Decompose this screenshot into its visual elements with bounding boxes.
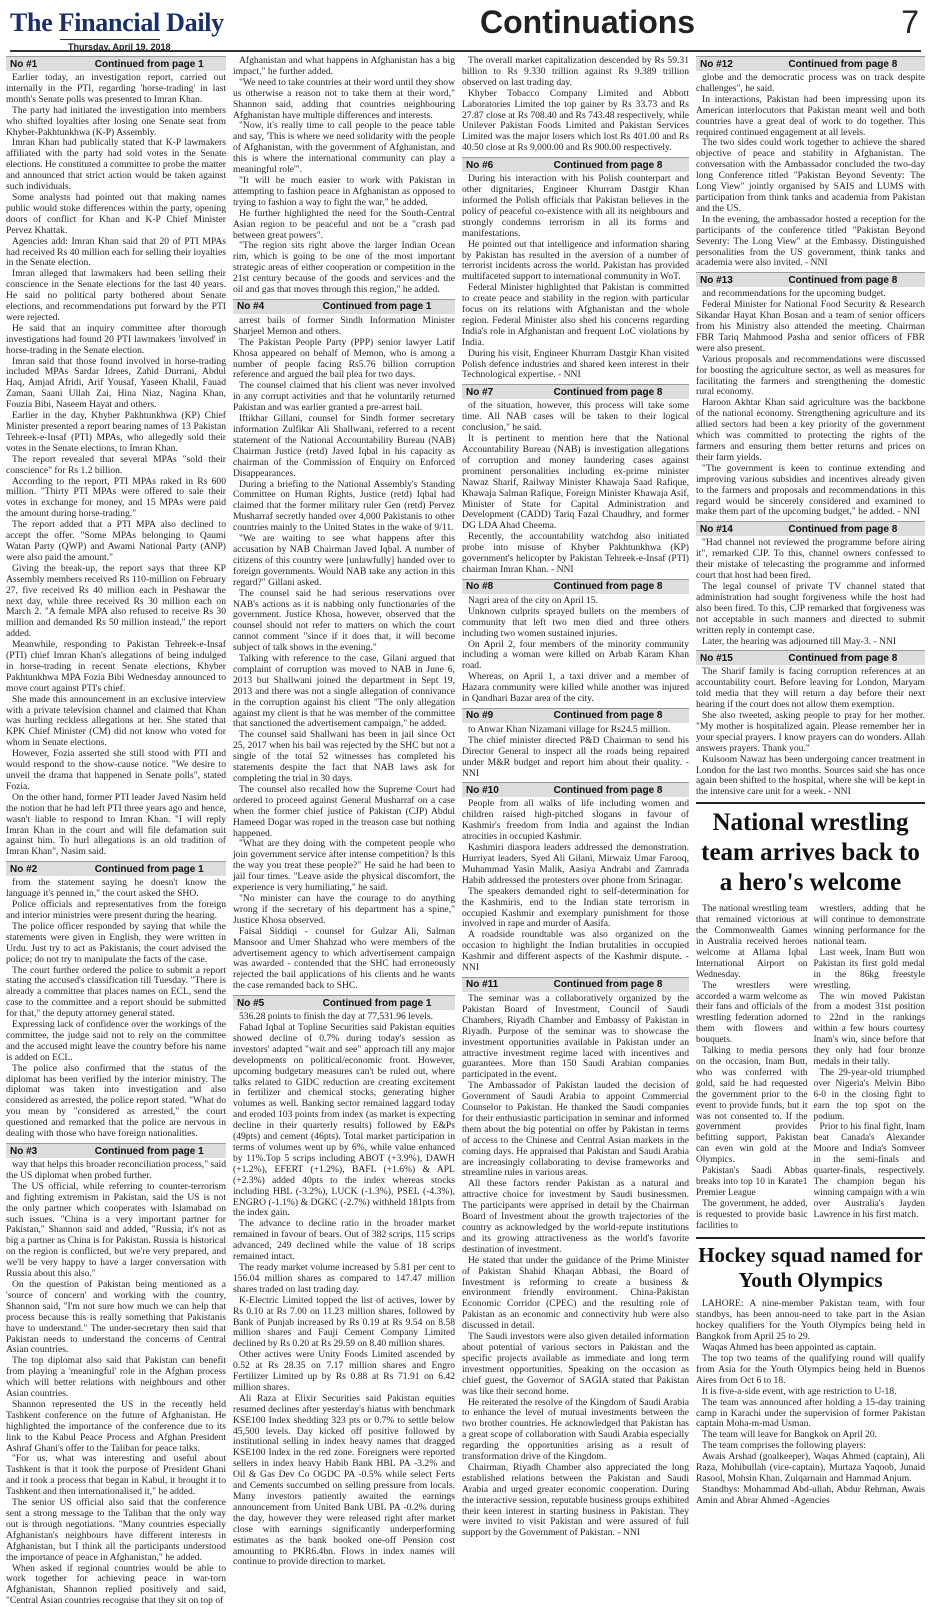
continuation-bar <box>462 579 689 594</box>
paragraph: to Anwar Khan Nizamani village for Rs24.5 million. <box>468 723 671 735</box>
paragraph: Pakistan's Saadi Abbas breaks into top 10 in Karate1 Premier League <box>696 1166 808 1198</box>
paragraph: Iftikhar Gillani, counsel for Sindh former secretary information Zulfikar Ali Shallwani, referred to a recent statement of the National Accountability Bureau (NAB) Chairman Justice (retd) Javed Iqbal in his capacity as chairman of the Commission of Enquiry on Enforced Disappearances. <box>233 413 455 479</box>
continuation-article <box>6 861 226 1140</box>
continuation-article <box>233 56 455 296</box>
paragraph: Awais Arshad (goalkeeper), Waqas Ahmed (captain), Ali Raza, Mohibullah (vice-captain), Murtaza Yaqoob, Junaid Rasool, Mohsin Khan, Zulqarnain and Hammad Anjum. <box>696 1451 925 1484</box>
paragraph: The US official, while referring to counter-terrorism and fighting extremism in Pakistan, said the US is not the only partner which cooperates with Islamabad on such issues. "China is a very important partner for Pakistan," Shannon said and added, "Russia, it's not as big a partner as China is for Pakistan. Russia is historical on the region is conflicted, but we're very prepared, and we'll be very happy to have a larger conversation with Russia about this also." <box>6 1180 226 1280</box>
paragraph: The report revealed that several MPAs "sold their conscience" for Rs 1.2 billion. <box>6 453 226 476</box>
paragraph: "The region sits right above the larger Indian Ocean rim, which is going to be one of the most important strategic areas of either cooperation or competition in the 21st century because of the goods and services and the oil and gas that moves through this region," he added. <box>233 240 455 296</box>
continuation-bar <box>462 384 689 399</box>
paragraph: The top diplomat also said that Pakistan can benefit from playing a 'meaningful' role in the Afghan process which will better relations with neighbours and other Asian countries. <box>6 1355 226 1400</box>
continuation-number: No #13 <box>700 274 733 286</box>
continuation-article <box>696 272 925 518</box>
paragraph: The advance to decline ratio in the broader market remained in favour of bears. Out of 382 scrips, 115 scrips advanced, 249 declined while the value of 18 scrips remained intact. <box>233 1218 455 1263</box>
paragraph: K-Electric Limited topped the list of actives, lower by Rs 0.10 at Rs 7.00 on 11.23 million shares, followed by Bank of Punjab increased by Rs 0.19 at Rs 9.54 on 8.58 million shares and Fauji Cement Company Limited declined by Rs 0.20 at Rs 29.59 on 8.40 million shares. <box>233 1294 455 1350</box>
paragraph: He stated that under the guidance of the Prime Minister of Pakistan Shahid Khaqan Abbasi, the Board of Investment is reforming to create a business & environment friendly environment. China-Pakistan Economic Corridor (CPEC) and the resulting role of Pakistan as an economic and connectivity hub were also discussed in detail. <box>462 1254 689 1332</box>
newspaper-title: The Financial Daily <box>10 8 224 37</box>
continuation-number: No #9 <box>466 710 494 722</box>
paragraph: He said that an inquiry committee after thorough investigations had found 20 PTI lawmakers 'involved' in horse-trading in the Senate election. <box>6 322 226 356</box>
hockey-article <box>696 1299 925 1506</box>
paragraph: "It will be much easier to work with Pakistan in attempting to fashion peace in Afghanistan as opposed to trying to fashion a way to fight the war," he added. <box>233 174 455 208</box>
wrestling-article <box>696 904 925 1231</box>
paragraph: Khyber Tobacco Company Limited and Abbott Laboratories Limited the top gainer by Rs 33.73 and Rs 27.87 close at Rs 708.40 and Rs 743.48 respectively, while Unilever Pakistan Foods Limited and Pakistan Services Limited was the major losers which lost Rs 401.00 and Rs 40.50 close at Rs 9,000.00 and Rs 900.00 respectively. <box>462 87 689 154</box>
continuation-article <box>462 579 689 705</box>
paragraph: Unknown culprits sprayed bullets on the members of community that left two men died and three others including two women sustained injuries. <box>462 605 689 639</box>
continuation-article <box>233 299 455 992</box>
continuation-source: Continued from page 8 <box>553 979 663 991</box>
paragraph: During his interaction with his Polish counterpart and other dignitaries, Engineer Khurram Dastgir Khan informed the Polish officials that Pakistan believes in the policy of peaceful co-existence with all its neighbours and strongly condemns terrorism in all its forms and manifestations. <box>462 173 689 239</box>
paragraph: The report added that a PTI MPA also declined to accept the offer. "Some MPAs belonging to Qaumi Watan Party (QWP) and Awami National Party (ANP) were also paid the amount." <box>6 519 226 563</box>
paragraph: The court further ordered the police to submit a report stating the accused's classification till Tuesday. "There is already a committee that places names on ECL, send the case to the committee and a report should be submitted for that," the deputy attorney general stated. <box>6 964 226 1020</box>
paragraph: way that helps this broader reconciliation process," said the US diplomat when probed further. <box>6 1159 226 1181</box>
paragraph: "The government is keen to continue extending and improving various subsidies and incentives already given to the farmers and proposals and recommendations in this regard would be sincerely considered and examined to make them part of the upcoming budget," he added. - NNI <box>696 462 925 518</box>
paragraph: The top two teams of the qualifying round will qualify from Asia for the Youth Olympics being held in Buenos Aires from Oct 6 to 18. <box>696 1353 925 1386</box>
continuation-article <box>6 1143 226 1607</box>
dateline: Thursday, April 19, 2018 <box>68 42 171 52</box>
paragraph: On the question of Pakistan being mentioned as a 'source of concern' and working with the country, Shannon said, "I'm not sure how much we can help that process because this is really something that Pakistanis have to understand." The under-secretary then said that Pakistan needs to understand the concerns of Central Asian countries. <box>6 1278 226 1356</box>
column-2 <box>233 55 455 1568</box>
masthead-rule <box>60 39 160 40</box>
paragraph: In the evening, the ambassador hosted a reception for the participants of the conference titled "Pakistan Beyond Seventy: The Long View" at the Embassy. Distinguished personalities from the US government, think tanks and academia were also invited. - NNI <box>696 213 925 269</box>
continuation-article <box>696 56 925 269</box>
paragraph: It is five-a-side event, with age restriction to U-18. <box>702 1385 897 1397</box>
paragraph: During his visit, Engineer Khurram Dastgir Khan visited Polish defence industries and shared keen interest in their Technological expertise. - NNI <box>462 347 689 381</box>
continuation-number: No #6 <box>466 159 494 171</box>
paragraph: Police officials and representatives from the foreign and interior ministries were present during the hearing. <box>6 899 226 921</box>
paragraph: Faisal Siddiqi - counsel for Gulzar Ali, Salman Mansoor and Umer Shahzad who were members of the advertisement agency to which advertisement campaign was awarded - contended that the SHC had erroneously rejected the bail applications of his clients and he wants the case remanded back to SHC. <box>233 925 455 992</box>
paragraph: People from all walks of life including women and children raised high-pitched slogans in favour of Kashmir's freedom from India and against the Indian atrocities in occupied Kashmir. <box>462 798 689 843</box>
continuation-source: Continued from page 1 <box>94 58 204 70</box>
paragraph: The national wrestling team that remained victorious at the Commonwealth Games in Australia received heroes welcome at Allama Iqbal International Airport on Wednesday. <box>696 904 808 980</box>
paragraph: Federal Minister for National Food Security & Research Sikandar Hayat Khan Bosan and a team of senior officers from his Ministry also attended the meeting. Chairman FBR Tariq Mahmood Pasha and senior officers of FBR were also present. <box>696 299 925 354</box>
paragraph: Shannon represented the US in the recently held Tashkent conference on the future of Afghanistan. He highlighted the importance of the conference due to its link to the Kabul Peace Process and Afghan President Ashraf Ghani's offer to the Taliban for peace talks. <box>6 1398 226 1454</box>
continuation-bar <box>696 650 925 665</box>
continuation-bar <box>6 1143 226 1158</box>
continuation-source: Continued from page 8 <box>553 581 663 593</box>
paragraph: Agencies add: Imran Khan said that 20 of PTI MPAs had received Rs 40 million each for selling their loyalties in the Senate election. <box>6 235 226 269</box>
paragraph: Kashmiri diaspora leaders addressed the demonstration. Hurriyat leaders, Syed Ali Gilani, Mirwaiz Umar Farooq, Muhammad Yasin Malik, Aasiya Andrabi and Zamrada Habib addressed the protesters over phone from Srinagar. <box>462 842 689 886</box>
paragraph: According to the report, PTI MPAs raked in Rs 600 million. "Thirty PTI MPAs were offered to sale their votes in exchange for money, and 15 MPAs were paid the amount during horse-trading." <box>6 475 226 520</box>
continuation-bar <box>462 782 689 797</box>
continuation-bar <box>462 708 689 723</box>
paragraph: The Pakistan People Party (PPP) senior lawyer Latif Khosa appeared on behalf of Memon, who is among a number of people facing Rs5.76 billion corruption reference and argued the bail plea for two days. <box>233 336 455 381</box>
paragraph: globe and the democratic process was on track despite challenges", he said. <box>696 72 925 94</box>
paragraph: and recommendations for the upcoming budget. <box>702 288 886 300</box>
paragraph: She also tweeted, asking people to pray for her mother. "My mother is hospitalized again. Please remember her in your special prayers. I know prayers can do wonders. Allah answers prayers. Thank you." <box>696 710 925 754</box>
paragraph: The Sharif family is facing corruption references at an accountability court. Before leaving for London, Maryam told media that they will return a day before their next hearing if the court does not allow them exemption. <box>696 666 925 711</box>
paragraph: The team was announced after holding a 15-day training camp in Karachi under the supervision of former Pakistan captain Moha-m-mad Usman. <box>696 1396 925 1430</box>
continuation-article <box>233 995 455 1568</box>
page-number: 7 <box>901 4 919 40</box>
paragraph: "Had channel not reviewed the programme before airing it", remarked CJP. To this, channel owners confessed to their mistake of telecasting the programme and informed court that host had been fired. <box>696 537 925 582</box>
paragraph: However, Fozia asserted she still stood with PTI and would respond to the show-cause notice. "We desire to unveil the drama that happened in Senate polls", stated Fozia. <box>6 748 226 792</box>
paragraph: He pointed out that intelligence and information sharing by Pakistan has resulted in the aversion of a number of terrorist incidents across the world. Pakistan has provided multifaceted support to international community in WoT. <box>462 238 689 283</box>
paragraph: wrestlers, adding that he will continue to demonstrate winning performance for the national team. <box>813 904 925 947</box>
paragraph: The seminar was a collaboratively organized by the Pakistan Board of Investment, Council of Saudi Chambers, Riyadh Chamber and Embassy of Pakistan in Riyadh. Purpose of the seminar was to showcase the investment opportunities available in Pakistan under an attractive investment regime laced with incentives and guarantees. More than 150 Saudi Arabian companies participated in the event. <box>462 992 689 1081</box>
paragraph: The police officer responded by saying that while the statements were given in English, they were written in Urdu. Just try to act as Pakistanis, the court advised the police; do not try to manipulate the facts of the case. <box>6 920 226 965</box>
hockey-headline: Hockey squad named for Youth Olympics <box>696 1237 925 1293</box>
paragraph: The government, he added, is requested to provide basic facilities to <box>696 1198 808 1231</box>
paragraph: Various proposals and recommendations were discussed for boosting the agriculture sector, as well as measures for facilitating the farmers and strengthening the domestic rural economy. <box>696 353 925 398</box>
continuation-number: No #10 <box>466 784 499 796</box>
paragraph: Standbys: Mohammad Abd-ullah, Abdur Rehman, Awais Amin and Abrar Ahmed -Agencies <box>696 1483 925 1506</box>
continuation-number: No #11 <box>466 979 499 991</box>
paragraph: Federal Minister highlighted that Pakistan is committed to create peace and stability in the region with particular focus on its relations with Afghanistan and the whole region. Federal Minister also shed his concerns regarding India's role in Afghanistan and frequent LoC violations by India. <box>462 282 689 348</box>
continuation-bar <box>462 977 689 992</box>
paragraph: Prior to his final fight, Inam beat Canada's Alexander Moore and India's Somveer in the semi-finals and quarter-finals, respectively. The champion began his winning campaign with a win over Australia's Jayden Lawrence in his first match. <box>813 1122 925 1220</box>
continuation-article <box>462 977 689 1539</box>
paragraph: The team will leave for Bangkok on April 20. <box>702 1429 878 1441</box>
continuation-number: No #7 <box>466 386 494 398</box>
paragraph: The chief minister directed P&D Chairman to send his Director General to inspect all the roads being repaired under M&R budget and report him about their quality. - NNI <box>462 734 689 779</box>
paragraph: The counsel said he had serious reservations over NAB's actions as it is nabbing only functionaries of the government. Justice Khosa, however, observed that the counsel should not refer to matters on which the court cannot comment "since if it does that, it will become subject of talk shows in the evening." <box>233 587 455 654</box>
paragraph: Last week, Inam Butt won Pakistan its first gold medal in the 86kg freestyle wrestling. <box>813 947 925 991</box>
continuation-source: Continued from page 8 <box>553 710 663 722</box>
paragraph: Meanwhile, responding to Pakistan Tehreek-e-Insaf (PTI) chief Imran Khan's allegations of being indulged in horse-trading in recent Senate elections, Khyber Pakhtunkhwa MPA Fozia Bibi Wednesday announced to move court against PTI's chief. <box>6 639 226 694</box>
paragraph: All these factors render Pakistan as a natural and attractive choice for investment by Saudi businessmen. The participants were apprised in detail by the Chairman Board of Investment about the growth trajectories of the country as acknowledged by the world-repute institutions and its growing attractiveness as the world's favorite destination of investment. <box>462 1178 689 1255</box>
paragraph: Earlier in the day, Khyber Pakhtunkhwa (KP) Chief Minister presented a report bearing names of 13 Pakistan Tehreek-e-Insaf (PTI) MPAs, who allegedly sold their votes in the Senate elections, to Imran Khan. <box>6 410 226 454</box>
paragraph: Expressing lack of confidence over the workings of the committee, the judge said not to rely on the committee and the accused might leave the country before his name is added on ECL. <box>6 1019 226 1063</box>
continuation-number: No #5 <box>237 997 265 1009</box>
paragraph: The 29-year-old triumphed over Nigeria's Melvin Bibo 6-0 in the closing fight to earn the top spot on the podium. <box>813 1067 925 1122</box>
masthead <box>10 4 921 52</box>
paragraph: He reiterated the resolve of the Kingdom of Saudi Arabia to enhance the level of mutual investments between the two brother countries. He acknowledged that Pakistan has a great scope of collaboration with Saudi Arabia especially regarding the opportunities arising as a result of transformation drive of the Kingdom. <box>462 1396 689 1463</box>
continuation-number: No #2 <box>10 863 38 875</box>
continuation-number: No #14 <box>700 523 733 535</box>
continuation-source: Continued from page 8 <box>788 58 898 70</box>
continuation-source: Continued from page 1 <box>94 863 204 875</box>
continuation-source: Continued from page 8 <box>788 523 898 535</box>
paragraph: Some analysts had pointed out that making names public would stoke differences within the party, opening doors of conflict for Khan and K-P Chief Minister Pervez Khattak. <box>6 191 226 236</box>
paragraph: The speakers demanded right to self-determination for the Kashmiris, end to the Indian state terrorism in occupied Kashmir and exemplary punishment for those involved in rape and murder of Aasifa. <box>462 885 689 930</box>
paragraph: The counsel also recalled how the Supreme Court had ordered to proceed against General Musharraf on a case when the former chief justice of Pakistan (CJP) Abdul Hameed Dogar was roped in the treason case but nothing happened. <box>233 783 455 839</box>
paragraph: The team comprises the following players: <box>702 1440 866 1452</box>
paragraph: Imran Khan had publically stated that K-P lawmakers affiliated with the party had sold votes in the Senate elections. He constituted a committee to probe the matter and announced that strict action would be taken against such individuals. <box>6 137 226 193</box>
continuation-source: Continued from page 1 <box>94 1145 204 1157</box>
continuation-number: No #1 <box>10 58 38 70</box>
continuation-article <box>462 384 689 576</box>
paragraph: She made this announcement in an exclusive interview with a private television channel and claimed that Khan was hurling reckless allegations at her. She stated that KPK Chief Minister (CM) did not know who voted for whom in Senate elections. <box>6 693 226 749</box>
paragraph: Kulsoom Nawaz has been undergoing cancer treatment in London for the last two months. Sources said she has once again been shifted to the hospital, where she will be kept in the intensive care unit for a week. - NNI <box>696 753 925 798</box>
paragraph: On the other hand, former PTI leader Javed Nasim held the notion that he had left PTI three years ago and hence, wasn't liable to respond to Imran Khan. "I will reply Imran Khan in the court and will file defamation suit against him. To hurl allegations is an old tradition of Imran Khan", Nasim said. <box>6 791 226 858</box>
paragraph: Imran alleged that lawmakers had been selling their conscience in the Senate elections for the last 40 years. He said no political party bothered about Senate elections, and recommendations put forward by the PTI were rejected. <box>6 268 226 323</box>
continuation-source: Continued from page 8 <box>788 274 898 286</box>
continuation-source: Continued from page 1 <box>322 997 432 1009</box>
paragraph: When asked if regional countries would be able to work together for achieving peace in war-torn Afghanistan, Shannon replied positively and said, "Central Asian countries recognise that they sit on top of <box>6 1562 226 1607</box>
paragraph: The legal counsel of private TV channel stated that administration had sought forgiveness while the host had also been fired. To this, CJP remarked that forgiveness was not acceptable in such manners and directed to submit written reply in contempt case. <box>696 580 925 636</box>
paragraph: Whereas, on April 1, a taxi driver and a member of Hazara community were killed while another was injured in Qandhari Bazar area of the city. <box>462 671 689 705</box>
continuation-bar <box>696 272 925 287</box>
continuation-bar <box>233 995 455 1010</box>
paragraph: The Saudi investors were also given detailed information about potential of various sectors in Pakistan and the specific projects available as immediate and long term investment opportunities. Speaking on the occasion as chief guest, the Governor of SAGIA stated that Pakistan was like their second home. <box>462 1331 689 1397</box>
section-title: Continuations <box>480 4 696 40</box>
paragraph: of the situation, however, this process will take some time. All NAB cases will be taken to their logical conclusion," he said. <box>462 400 689 434</box>
paragraph: Fahad Iqbal at Topline Securities said Pakistan equities showed decline of 0.7% during today's session as investors' adapted "wait and see" approach till any major developments on political/economic front. However, upcoming budgetary measures can't be ruled out, where talks related to GIDC reduction are creating excitement in fertilizer and chemical stocks, generating higher volumes as well. Banking sector remained laggard today and eroded 103 points from index (as market is expecting decline in their quarterly results) followed by E&Ps (49pts) and cement (46pts). Total market participation in terms of volumes went up by 6%, while value enhanced by 11%.Top 5 scrips including ABOT (+3.9%), DAWH (+1.2%), EFERT (+1.2%), BAFL (+1.6%) & APL (+2.3%) added 40pts to the index whereas stocks including HBL (-3.2%), LUCK (-1.3%), PSEL (-4.3%), ENGRO (-1.1%) & DGKC (-2.7%) withheld 181pts from the index gain. <box>233 1022 455 1219</box>
paragraph: Waqas Ahmed has been appointed as captain. <box>702 1342 877 1354</box>
column-1 <box>6 56 226 1607</box>
paragraph: arrest bails of former Sindh Information Minister Sharjeel Memon and others. <box>233 314 455 337</box>
paragraph: Nagri area of the city on April 15. <box>468 594 599 606</box>
paragraph: The ready market volume increased by 5.81 per cent to 156.04 million shares as compared to 147.47 million shares traded on last trading day. <box>233 1261 455 1295</box>
continuation-number: No #4 <box>237 301 265 313</box>
continuation-article <box>462 157 689 381</box>
continuation-source: Continued from page 8 <box>553 159 663 171</box>
column-3 <box>462 56 689 1548</box>
paragraph: "We are waiting to see what happens after this accusation by NAB Chairman Javed Iqbal. A number of citizens of this country were [unlawfully] handed over to foreign governments. Would NAB take any action in this regard?" Gillani asked. <box>233 533 455 588</box>
continuation-bar <box>462 157 689 172</box>
continuation-article <box>696 650 925 798</box>
paragraph: The senior US official also said that the conference sent a strong message to the Taliban that the only way out is through negotiations. "Many countries especially Afghanistan's neighbours have different interests in Afghanistan, but I think all the participants understood the importance of peace in Afghanistan," he added. <box>6 1497 226 1563</box>
paragraph: Talking with reference to the case, Gilani argued that complaint of corruption was moved to NAB in June 6, 2013 but Shallwani joined the department in Sept 19, 2013 and there was not a single allegation of connivance in the corruption against his client "The only allegation against my client is that he was member of the committee that sanctioned the advertisement campaign," he added. <box>233 653 455 730</box>
continuation-number: No #3 <box>10 1145 38 1157</box>
paragraph: The party had initiated the investigation into members who shifted loyalties after losing one Senate seat from Khyber-Pakhtunkhwa (K-P) Assembly. <box>6 104 226 138</box>
paragraph: "No minister can have the courage to do anything wrong if the secretary of his department has a spine," Justice Khosa observed. <box>233 892 455 926</box>
continuation-bar <box>6 56 226 71</box>
paragraph: "What are they doing with the competent people who join government service after intense competition? Is this the way you treat these people?" He said he had been to jail four times. "Leave aside the physical discomfort, the experience is very humiliating," he said. <box>233 838 455 894</box>
paragraph: The counsel claimed that his client was never involved in any corrupt activities and that he voluntarily returned Pakistan and was earlier granted a pre-arrest bail. <box>233 380 455 414</box>
paragraph: The overall market capitalization descended by Rs 59.31 billion to Rs 9.330 trillion against Rs 9.389 trillion observed on last trading day. <box>462 55 689 88</box>
wrestling-headline: National wrestling team arrives back to a hero's welcome <box>696 802 925 898</box>
continuation-source: Continued from page 8 <box>553 386 663 398</box>
paragraph: The police also confirmed that the status of the diplomat has been verified by the interior ministry. The diplomat was taken into investigation and also considered as arrested, the police report stated. "What do you mean by "considered as arrested," the court questioned and remarked that the police are nervous in dealing with those who have foreign nationalities. <box>6 1062 226 1140</box>
paragraph: He further highlighted the need for the South-Central Asian region to be peaceful and not be a "crash pad between great powers". <box>233 207 455 241</box>
paragraph: Talking to media persons on the occasion, Inam Butt, who was conferred with gold, said he had requested the government prior to the event to provide funds, but it was not consented to. If the government provides befitting support, Pakistan can even win gold at the Olympics. <box>696 1046 808 1166</box>
continuation-bar <box>696 521 925 536</box>
paragraph: The counsel said Shallwani has been in jail since Oct 25, 2017 when his bail was rejected by the SHC but not a single of the total 52 witnesses has completed his statements despite the fact that NAB laws ask for completing the trial in 30 days. <box>233 729 455 784</box>
paragraph: "We need to take countries at their word until they show us otherwise a reason not to take them at their word," Shannon said, adding that countries neighbouring Afghanistan have multiple differences and interests. <box>233 76 455 121</box>
continuation-bar <box>233 299 455 314</box>
paragraph: Ali Raza at Elixir Securities said Pakistan equities resumed declines after yesterday's hiatus with benchmark KSE100 Index shedding 323 pts or 0.7% to settle below 45,500 levels. Day kicked off positive followed by institutional selling in index heavy names that dragged KSE100 Index in the red zone. Foreigners were reported sellers in index heavy Habib Bank HBL PA -3.2% and Oil & Gas Dev Co OGDC PA -0.5% while select Ferts and Cements succumbed on selling pressure from locals. Many investors patiently awaited the earnings announcement from United Bank UBL PA -0.2% during the day, however they were released right after market close with earnings significantly underperforming estimates as the bank booked one-off Pension cost amounting to PKR6.4bn. Flows in index names will continue to provide direction to market. <box>233 1392 455 1568</box>
paragraph: from the statement saying he doesn't know the language it's penned in," the court asked the SHO. <box>6 877 226 900</box>
paragraph: The Ambassador of Pakistan lauded the decision of Government of Saudi Arabia to appoint Commercial Counselor to Pakistan. He thanked the Saudi companies for their enthusiastic participation in seminar and informed them about the big potential on offer by Pakistan in terms of access to the Chinese and Central Asian markets in the coming days. He appraised that Pakistan and Saudi Arabia are increasingly collaborating to devise frameworks and streamline rules in various areas. <box>462 1080 689 1179</box>
continuation-number: No #12 <box>700 58 733 70</box>
continuation-source: Continued from page 8 <box>553 784 663 796</box>
paragraph: A roadside roundtable was also organized on the occasion to highlight the Indian brutalities in occupied Kashmir and different aspects of the Kashmir dispute. - NNI <box>462 929 689 974</box>
paragraph: LAHORE: A nine-member Pakistan team, with four standbys, has been annou-need to take part in the Asian hockey qualifiers for the Youth Olympics being held in Bangkok from April 25 to 29. <box>696 1298 925 1343</box>
paragraph: Later, the hearing was adjourned till May-3. - NNI <box>702 635 897 647</box>
continuation-article <box>462 56 689 154</box>
paragraph: Imran said that those found involved in horse-trading included MPAs Sardar Idrees, Zahid Durrani, Abdul Haq, Amjad Afridi, Arif Yousaf, Yaseen Khalil, Fauad Zaman, Saani Ullah Zai, Hina Niaz, Nagina Khan, Fouzia Bibi, Naseem Hayat and others. <box>6 355 226 411</box>
continuation-bar <box>696 56 925 71</box>
column-4 <box>696 56 925 1548</box>
paragraph: Giving the break-up, the report says that three KP Assembly members received Rs 110-million on February 27, five received Rs 40 million each in Peshawar the next day, while three received Rs 30 million each on March 2. "A female MPA also refused to receive Rs 30 million and demanded Rs 50 million instead," the report added. <box>6 562 226 640</box>
paragraph: On April 2, four members of the minority community including a woman were killed on Arbab Karam Khan road. <box>462 638 689 672</box>
continuation-article <box>462 708 689 780</box>
paragraph: Recently, the accountability watchdog also initiated probe into misuse of Khyber Pakhtunkhwa (KP) government's helicopter by Pakistan Tehreek-e-Insaf (PTI) chairman Imran Khan. - NNI <box>462 531 689 575</box>
continuation-source: Continued from page 1 <box>322 301 432 313</box>
paragraph: The two sides could work together to achieve the shared objective of peace and stability in Afghanistan. The conversation with the Ambassador concluded the two-day long Conference titled "Pakistan Beyond Seventy: The Long View" jointly organised by SAIS and LUMS with participation from think tanks and academia from Pakistan and the US. <box>696 137 925 214</box>
paragraph: Chairman, Riyadh Chamber also appreciated the long established relations between the Pakistan and Saudi Arabia and urged greater economic cooperation. During the interactive session, reputable business groups exhibited their keen interest in starting business in Pakistan. They were invited to visit Pakistan and were assured of full support by the Government of Pakistan. - NNI <box>462 1461 689 1539</box>
paragraph: Earlier today, an investigation report, carried out internally in the PTI, regarding 'horse-trading' in last month's Senate polls was presented to Imran Khan. <box>6 72 226 105</box>
paragraph: The wrestlers were accorded a warm welcome as their fans and officials of the wrestling federation adorned them with flowers and bouquets. <box>696 980 808 1046</box>
continuation-article <box>462 782 689 974</box>
paragraph: Other actives were Unity Foods Limited ascended by 0.52 at Rs 28.35 on 7.17 million shares and Engro Fertilizer Limited up by Rs 0.88 at Rs 71.91 on 6.42 million shares. <box>233 1349 455 1393</box>
paragraph: "Now, it's really time to call people to the peace table and say, 'This is where we need solidarity with the people of Afghanistan, with the government of Afghanistan, and this is where the international community can play a meaningful role'". <box>233 120 455 176</box>
paragraph: It is pertinent to mention here that the National Accountability Bureau (NAB) is investigation allegations of corruption and money laundering cases against prominent personalities including ex-prime minister Nawaz Sharif, Railway Minister Khawaja Saad Rafique, Khawaja Salman Rafique, Foreign Minister Khawaja Asif, Minister of State for Capital Administration and Development (CADD) Tariq Fazal Chaudhry, and former DG LDA Ahad Cheema. <box>462 433 689 532</box>
paragraph: The win moved Pakistan from a modest 31st position to 22nd in the rankings within a few hours courtesy Inam's win, since before that they only had four bronze medals in their tally. <box>813 991 925 1067</box>
paragraph: 536.28 points to finish the day at 77,531.96 levels. <box>239 1011 433 1023</box>
continuation-article <box>696 521 925 647</box>
paragraph: Afghanistan and what happens in Afghanistan has a big impact," he further added. <box>233 55 455 77</box>
continuation-source: Continued from page 8 <box>788 652 898 664</box>
continuation-number: No #8 <box>466 581 494 593</box>
paragraph: Haroon Akhtar Khan said agriculture was the backbone of the national economy. Strengthening agriculture and its allied sectors had been a key priority of the government which was committed to protecting the rights of the farmers and ensuring them better returns and prices on their farm yields. <box>696 397 925 463</box>
continuation-bar <box>6 861 226 876</box>
paragraph: "For us, what was interesting and useful about Tashkent is that it took the purpose of President Ghani and it took a process that began in Kabul, it brought it to Tashkent and then internationalised it," he added. <box>6 1453 226 1498</box>
continuation-article <box>6 56 226 858</box>
paragraph: During a briefing to the National Assembly's Standing Committee on Human Rights, Justice (retd) Iqbal had claimed that the former military ruler Gen (retd) Pervez Musharraf secretly handed over 4,000 Pakistanis to other countries mainly to the United States in the wake of 9/11. <box>233 478 455 534</box>
continuation-number: No #15 <box>700 652 733 664</box>
paragraph: In interactions, Pakistan had been impressing upon its American interlocutors that Pakistan meant well and both countries have a great deal of work to do together. This required continued engagement at all levels. <box>696 93 925 138</box>
